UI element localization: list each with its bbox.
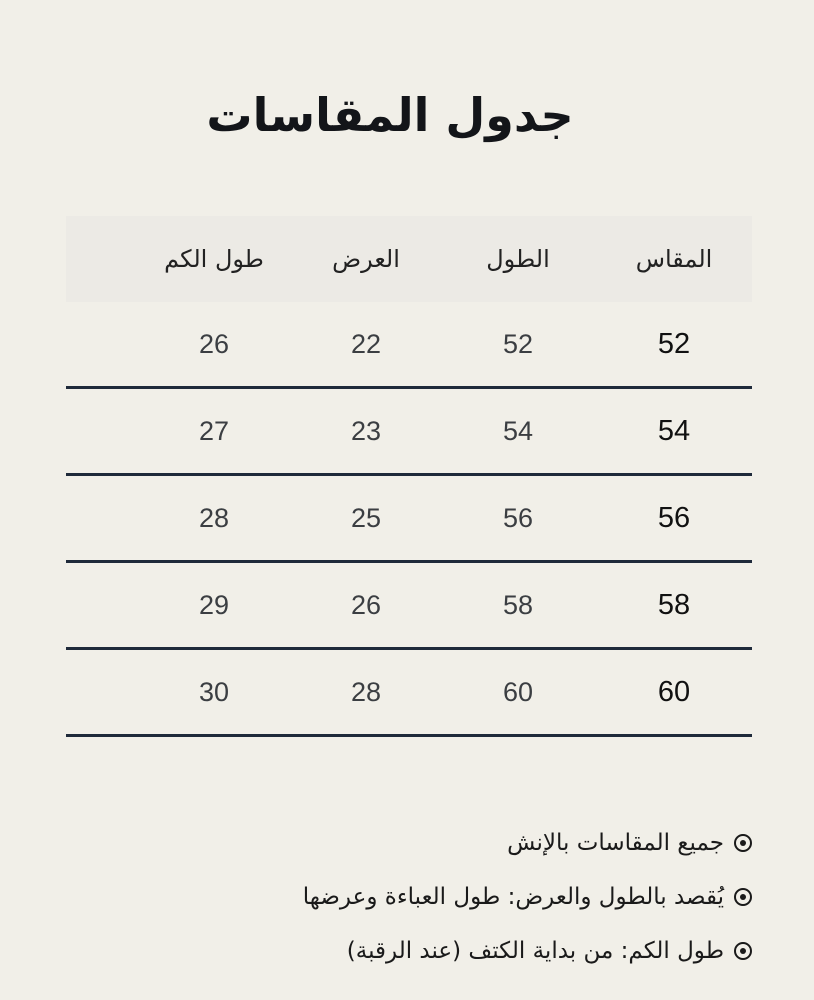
header-sleeve: طول الكم [164,245,264,273]
cell-length: 56 [502,502,534,533]
table-row [66,650,752,737]
note-item [132,816,752,870]
cell-width: 23 [350,415,382,446]
table-row [66,389,752,476]
cell-width: 26 [350,589,382,620]
note-text: جميع المقاسات بالإنش [507,830,724,856]
header-length: الطول [486,245,550,273]
note-text: طول الكم: من بداية الكتف (عند الرقبة) [346,938,724,964]
note-text: يُقصد بالطول والعرض: طول العباءة وعرضها [302,884,724,910]
cell-length: 60 [502,676,534,707]
cell-width: 28 [350,676,382,707]
note-item [132,870,752,924]
notes-list [132,816,752,978]
cell-length: 52 [502,328,534,359]
cell-sleeve: 28 [198,502,230,533]
cell-sleeve: 27 [198,415,230,446]
cell-sleeve: 29 [198,589,230,620]
cell-size: 54 [657,414,691,447]
page-title: جدول المقاسات [206,88,574,142]
bullet-icon [734,942,752,960]
cell-size: 52 [657,327,691,360]
size-table [66,216,752,737]
header-size: المقاس [635,245,713,273]
cell-sleeve: 30 [198,676,230,707]
note-item [132,924,752,978]
bullet-icon [734,888,752,906]
cell-width: 25 [350,502,382,533]
table-row [66,302,752,389]
bullet-icon [734,834,752,852]
table-row [66,476,752,563]
cell-size: 58 [657,588,691,621]
header-width: العرض [332,245,400,273]
cell-length: 54 [502,415,534,446]
table-header-row [66,216,752,302]
cell-size: 60 [657,675,691,708]
cell-size: 56 [657,501,691,534]
cell-width: 22 [350,328,382,359]
table-row [66,563,752,650]
cell-length: 58 [502,589,534,620]
cell-sleeve: 26 [198,328,230,359]
